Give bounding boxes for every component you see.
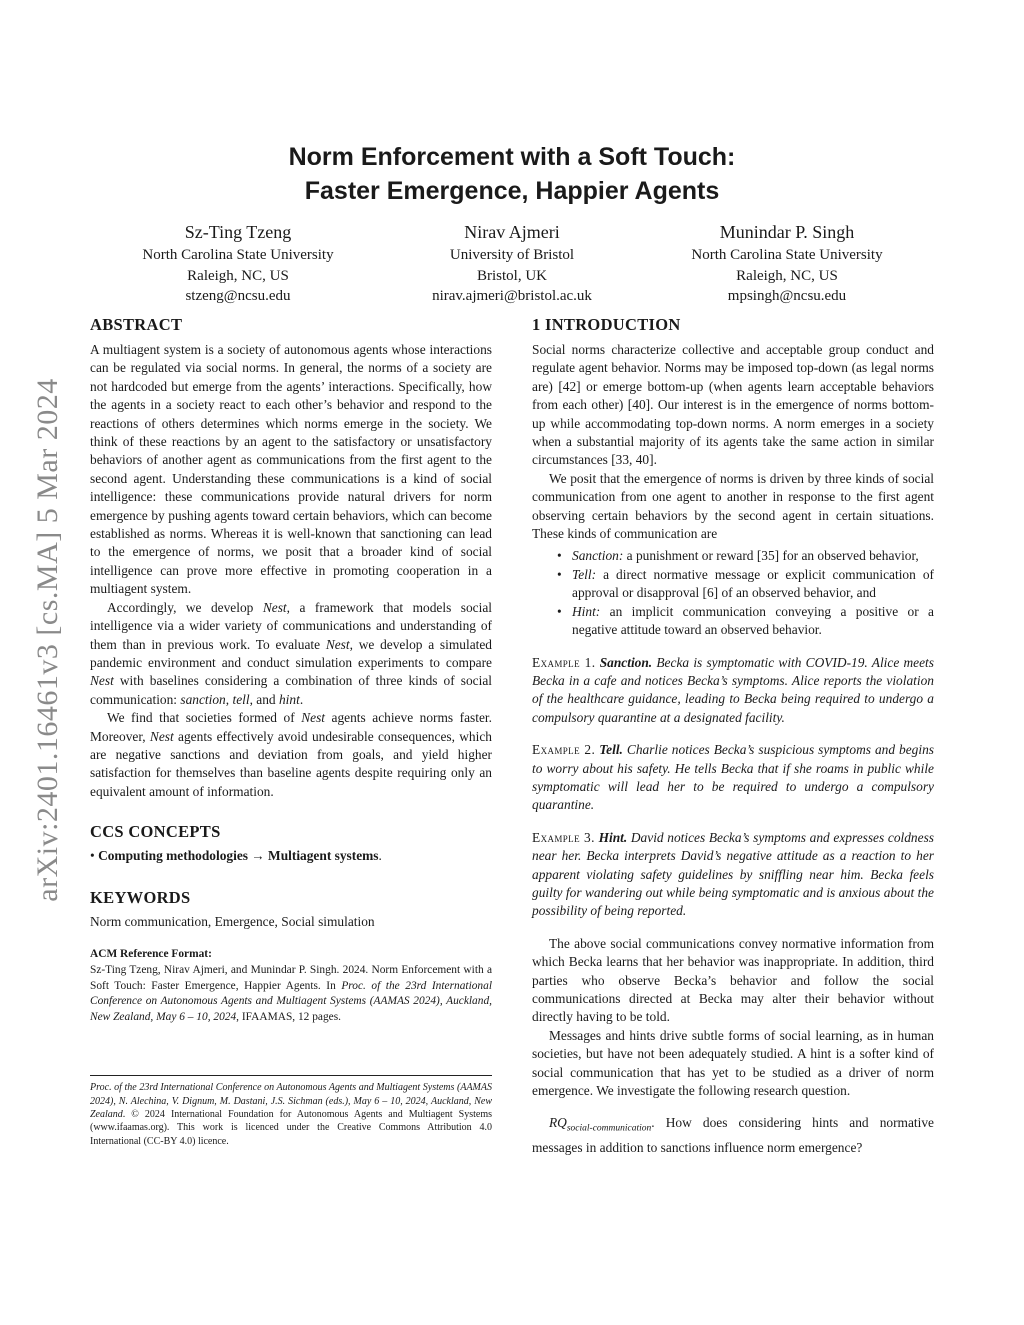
author-block-3 (637, 220, 937, 307)
example-3: Example 3. Hint. David notices Becka’s symptoms and expresses coldness near her. Becka interprets David’s negative attitude as a reaction to her apparent violating safety guidelines by sniffling near him. Becka feels guilty for wandering out while being symptomatic and is anxious about the possibility of being reported. (532, 829, 934, 919)
example-1: Example 1. Sanction. Becka is symptomatic with COVID-19. Alice meets Becka in a cafe and notices Becka’s symptoms. Alice reports the violation of the healthcare guidance, leading to Becka being required to undergo a compulsory quarantine at a designated facility. (532, 654, 934, 725)
intro-paragraph-1: Social norms characterize collective and acceptable group conduct and regulate agent behavior. Norms may be imposed top-down (as legal norms are) [42] or emerge bottom-up (when agents learn acceptable behaviors from each other) [40]. Our interest is in the emergence of norms bottom-up while accommodating top-down norms. A norm emerges in a society when a substantial majority of its agents take the same action in similar circumstances [33, 40]. (532, 342, 934, 468)
research-question: $RQ_{social-communication}$. How does considering hints and normative messages in addition to sanctions influence norm emergence? (532, 1115, 934, 1155)
example-2: Example 2. Tell. Charlie notices Becka’s suspicious symptoms and begins to worry about his safety. He tells Becka that if she roams in public while symptomatic will lead her to be required to undergo a compulsory quarantine. (532, 742, 934, 813)
abstract-paragraph-3: We find that societies formed of Nest agents achieve norms faster. Moreover, Nest agents effectively avoid undesirable consequences, which are negative sanctions and deviation from goals, and yield higher satisfaction for themselves than baseline agents despite requiring only an equivalent amount of information. (90, 710, 492, 799)
abstract-paragraph-1: A multiagent system is a society of autonomous agents whose interactions can be regulated via social norms. In general, the norms of a society are not hardcoded but emerge from the agents’ interactions. Specifically, how the agents in a society react to each other’s behavior and respond to the reactions of others determines which norms emerge in the society. We think of these reactions by an agent to the satisfactory or unsatisfactory behaviors of another agent as communications from the first agent to the second agent. Understanding these communications is a kind of social intelligence: these communications provide natural drivers for norm emergence by pushing agents toward certain behaviors, which can become established as norms. Whereas it is well-known that sanctioning can lead to the emergence of norms, we posit that a broader kind of social intelligence can prove more effective in promoting cooperation in a multiagent system. (90, 342, 492, 597)
keywords-text: Norm communication, Emergence, Social simulation (90, 913, 375, 929)
introduction-heading: 1 INTRODUCTION (532, 315, 681, 334)
author-name: Nirav Ajmeri (464, 222, 560, 242)
author-email[interactable]: nirav.ajmeri@bristol.ac.uk (432, 288, 592, 304)
author-name: Sz-Ting Tzeng (184, 222, 292, 242)
abstract-heading: ABSTRACT (90, 315, 183, 334)
author-location: Bristol, UK (476, 267, 547, 284)
author-name: Munindar P. Singh (719, 222, 855, 242)
intro-paragraph-4: Messages and hints drive subtle forms of social learning, as in human societies, but have not been adequately studied. A hint is a softer kind of social communication that has yet to be studied as a driver of norm emergence. We investigate the following research question. (532, 1027, 934, 1099)
right-column (532, 314, 934, 1157)
ccs-heading: CCS CONCEPTS (90, 822, 221, 842)
paper-title (0, 140, 1024, 208)
list-item: • Tell: a direct normative message or explicit communication of approval or disapproval [6] of an observed behavior, and (557, 566, 934, 601)
abstract-paragraph-2: Accordingly, we develop Nest, a framework that models social intelligence via a wider variety of communications and understanding of them than in previous work. To evaluate Nest, we develop a simulated pandemic environment and conduct simulation experiments to compare Nest with baselines considering a combination of three kinds of social communication: sanction, tell, and hint. (90, 599, 493, 707)
communication-kinds-list (532, 547, 934, 639)
title-line-1: Norm Enforcement with a Soft Touch: (288, 143, 736, 171)
arxiv-side-stamp: arXiv:2401.16461v3 [cs.MA] 5 Mar 2024 (31, 378, 64, 902)
author-location: Raleigh, NC, US (736, 267, 838, 284)
left-column (90, 314, 492, 1148)
author-affiliation: University of Bristol (449, 247, 575, 263)
footnote-rule (90, 1075, 492, 1076)
author-block-1 (88, 220, 388, 307)
ccs-concepts: • Computing methodologies → Multiagent systems. (90, 848, 382, 864)
footnote: Proc. of the 23rd International Conference on Autonomous Agents and Multiagent Systems (AAMAS 2024), N. Alechina, V. Dignum, M. Dastani, J.S. Sichman (eds.), May 6 – 10, 2024, Auckland, New Zealand. © 2024 International Foundation for Autonomous Agents and Multiagent Systems (www.ifaamas.org). This work is licenced under the Creative Commons Attribution 4.0 International (CC-BY 4.0) licence. (90, 1082, 492, 1147)
acm-reference-heading: ACM Reference Format: (90, 947, 212, 960)
acm-reference-text: Sz-Ting Tzeng, Nirav Ajmeri, and Munindar P. Singh. 2024. Norm Enforcement with a Soft Touch: Faster Emergence, Happier Agents. In Proc. of the 23rd International Conference on Autonomous Agents and Multiagent Systems (AAMAS 2024), Auckland, New Zealand, May 6 – 10, 2024, IFAAMAS, 12 pages. (90, 964, 492, 1023)
author-email[interactable]: mpsingh@ncsu.edu (727, 288, 847, 304)
title-line-2: Faster Emergence, Happier Agents (304, 177, 720, 205)
author-location: Raleigh, NC, US (187, 267, 289, 284)
intro-paragraph-2: We posit that the emergence of norms is driven by three kinds of social communication from one agent to another in response to the first agent observing certain behaviors by the second agent in certain situations. These kinds of communication are (532, 470, 934, 542)
author-affiliation: North Carolina State University (691, 247, 883, 263)
keywords-heading: KEYWORDS (90, 887, 191, 907)
intro-paragraph-3: The above social communications convey normative information from which Becka learns that her behavior was inappropriate. In addition, third parties who observe Becka’s behavior and follow the social communications directed at Becka may alter their behavior without directly having to be told. (532, 935, 934, 1025)
author-block-2 (362, 220, 662, 307)
author-affiliation: North Carolina State University (142, 247, 334, 263)
list-item: • Hint: an implicit communication conveying a positive or a negative attitude toward an observed behavior. (557, 603, 934, 638)
author-email[interactable]: stzeng@ncsu.edu (185, 288, 291, 304)
list-item: • Sanction: a punishment or reward [35] for an observed behavior, (557, 548, 919, 564)
